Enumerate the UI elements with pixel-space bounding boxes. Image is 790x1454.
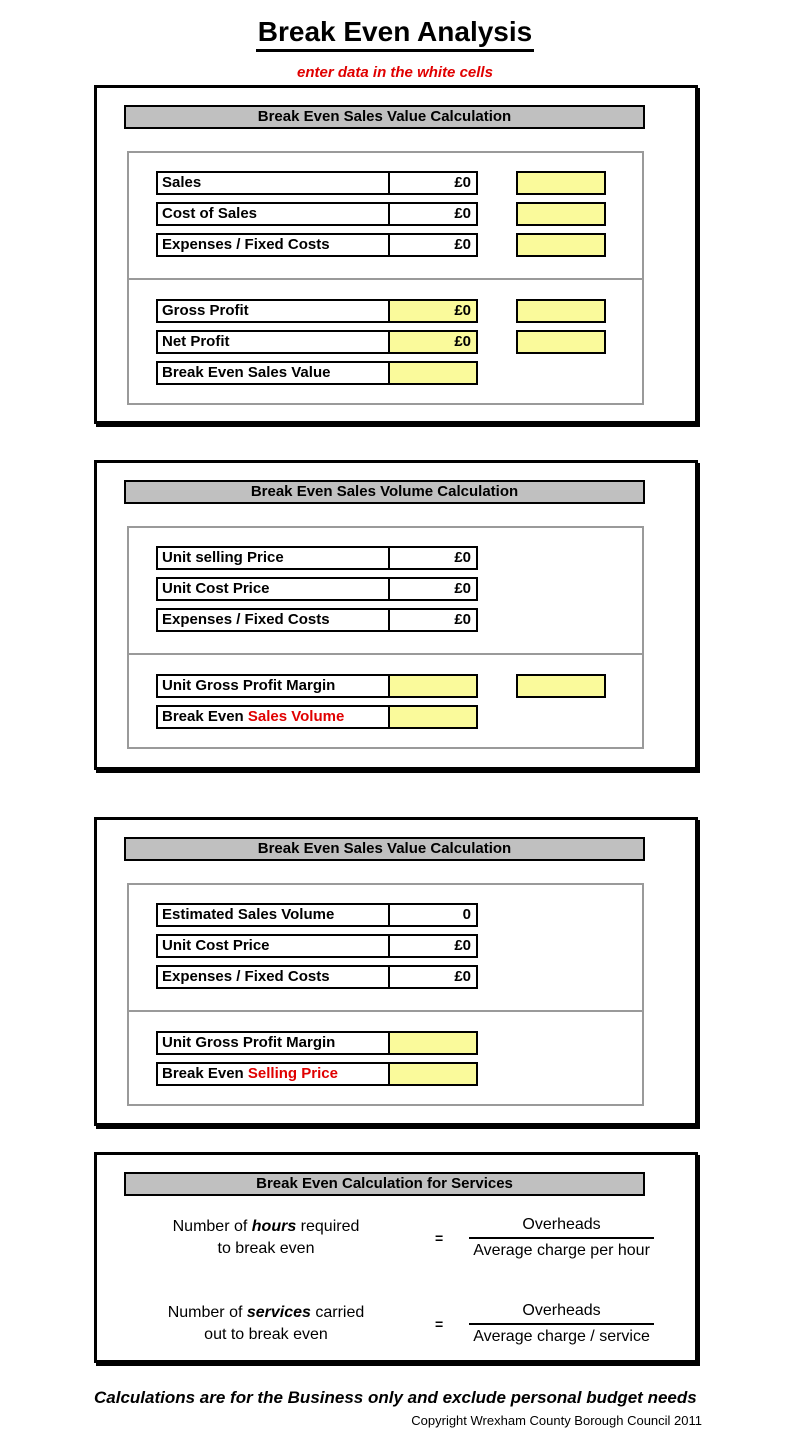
estimated-sales-volume-value-cell[interactable]: 0 [388, 903, 478, 927]
unit-cost-price-value-cell[interactable]: £0 [388, 934, 478, 958]
unit-gross-profit-margin-label: Unit Gross Profit Margin [156, 674, 390, 698]
table-row [129, 1031, 642, 1055]
net-profit-result-cell: £0 [388, 330, 478, 354]
expenses-value-cell[interactable]: £0 [388, 233, 478, 257]
calculation-table [127, 883, 644, 1106]
results-section [129, 1012, 642, 1104]
break-even-sales-volume-label: Break Even Sales Volume [156, 705, 390, 729]
selling-price-calculation-panel [94, 817, 698, 1126]
sales-volume-calculation-panel [94, 460, 698, 770]
expenses-label: Expenses / Fixed Costs [156, 233, 390, 257]
estimated-sales-volume-label: Estimated Sales Volume [156, 903, 390, 927]
sales-note-cell [516, 171, 606, 195]
gross-profit-note-cell [516, 299, 606, 323]
unit-gross-profit-margin-result-cell [388, 674, 478, 698]
hours-formula [97, 1216, 695, 1260]
denominator: Average charge per hour [473, 1242, 650, 1259]
sales-label: Sales [156, 171, 390, 195]
panel-header: Break Even Sales Volume Calculation [124, 480, 645, 504]
table-row [129, 233, 642, 257]
equals-sign: = [435, 1230, 444, 1246]
break-even-selling-price-result-cell [388, 1062, 478, 1086]
input-section [129, 528, 642, 655]
unit-cost-price-value-cell[interactable]: £0 [388, 577, 478, 601]
results-section [129, 280, 642, 403]
table-row [129, 965, 642, 989]
table-row [129, 202, 642, 226]
unit-cost-price-label: Unit Cost Price [156, 934, 390, 958]
net-profit-note-cell [516, 330, 606, 354]
denominator: Average charge / service [473, 1328, 650, 1345]
services-formula-fraction [469, 1302, 654, 1346]
expenses-value-cell[interactable]: £0 [388, 608, 478, 632]
equals-sign: = [435, 1316, 444, 1332]
gross-profit-result-cell: £0 [388, 299, 478, 323]
table-row [129, 608, 642, 632]
table-row [129, 546, 642, 570]
table-row [129, 1062, 642, 1086]
table-row [129, 674, 642, 698]
unit-gross-profit-margin-label: Unit Gross Profit Margin [156, 1031, 390, 1055]
page-title: Break Even Analysis [0, 16, 790, 48]
sales-value-calculation-panel [94, 85, 698, 424]
table-row [129, 903, 642, 927]
table-row [129, 361, 642, 385]
cost-of-sales-label: Cost of Sales [156, 202, 390, 226]
sales-value-cell[interactable]: £0 [388, 171, 478, 195]
calculation-table [127, 151, 644, 405]
input-section [129, 153, 642, 280]
unit-selling-price-label: Unit selling Price [156, 546, 390, 570]
results-section [129, 655, 642, 747]
expenses-value-cell[interactable]: £0 [388, 965, 478, 989]
copyright-text: Copyright Wrexham County Borough Council 2011 [411, 1413, 702, 1428]
calculation-table [127, 526, 644, 749]
cost-of-sales-value-cell[interactable]: £0 [388, 202, 478, 226]
gross-profit-label: Gross Profit [156, 299, 390, 323]
cost-of-sales-note-cell [516, 202, 606, 226]
services-formula [97, 1302, 695, 1346]
break-even-sales-value-label: Break Even Sales Value [156, 361, 390, 385]
services-formula-lhs: Number of services carried out to break even [167, 1304, 365, 1343]
table-row [129, 705, 642, 729]
net-profit-label: Net Profit [156, 330, 390, 354]
break-even-sales-value-result-cell [388, 361, 478, 385]
hours-formula-lhs: Number of hours required to break even [172, 1218, 360, 1257]
expenses-label: Expenses / Fixed Costs [156, 965, 390, 989]
unit-gross-profit-margin-note-cell [516, 674, 606, 698]
table-row [129, 330, 642, 354]
input-section [129, 885, 642, 1012]
unit-cost-price-label: Unit Cost Price [156, 577, 390, 601]
expenses-note-cell [516, 233, 606, 257]
table-row [129, 171, 642, 195]
unit-selling-price-value-cell[interactable]: £0 [388, 546, 478, 570]
instruction-note: enter data in the white cells [297, 64, 493, 81]
hours-formula-fraction [469, 1216, 654, 1260]
numerator: Overheads [469, 1216, 654, 1239]
table-row [129, 577, 642, 601]
break-even-selling-price-label: Break Even Selling Price [156, 1062, 390, 1086]
unit-gross-profit-margin-result-cell [388, 1031, 478, 1055]
table-row [129, 299, 642, 323]
panel-header: Break Even Calculation for Services [124, 1172, 645, 1196]
expenses-label: Expenses / Fixed Costs [156, 608, 390, 632]
footer-note: Calculations are for the Business only and exclude personal budget needs [94, 1388, 697, 1407]
numerator: Overheads [469, 1302, 654, 1325]
table-row [129, 934, 642, 958]
panel-header: Break Even Sales Value Calculation [124, 105, 645, 129]
break-even-sales-volume-result-cell [388, 705, 478, 729]
services-calculation-panel [94, 1152, 698, 1363]
panel-header: Break Even Sales Value Calculation [124, 837, 645, 861]
